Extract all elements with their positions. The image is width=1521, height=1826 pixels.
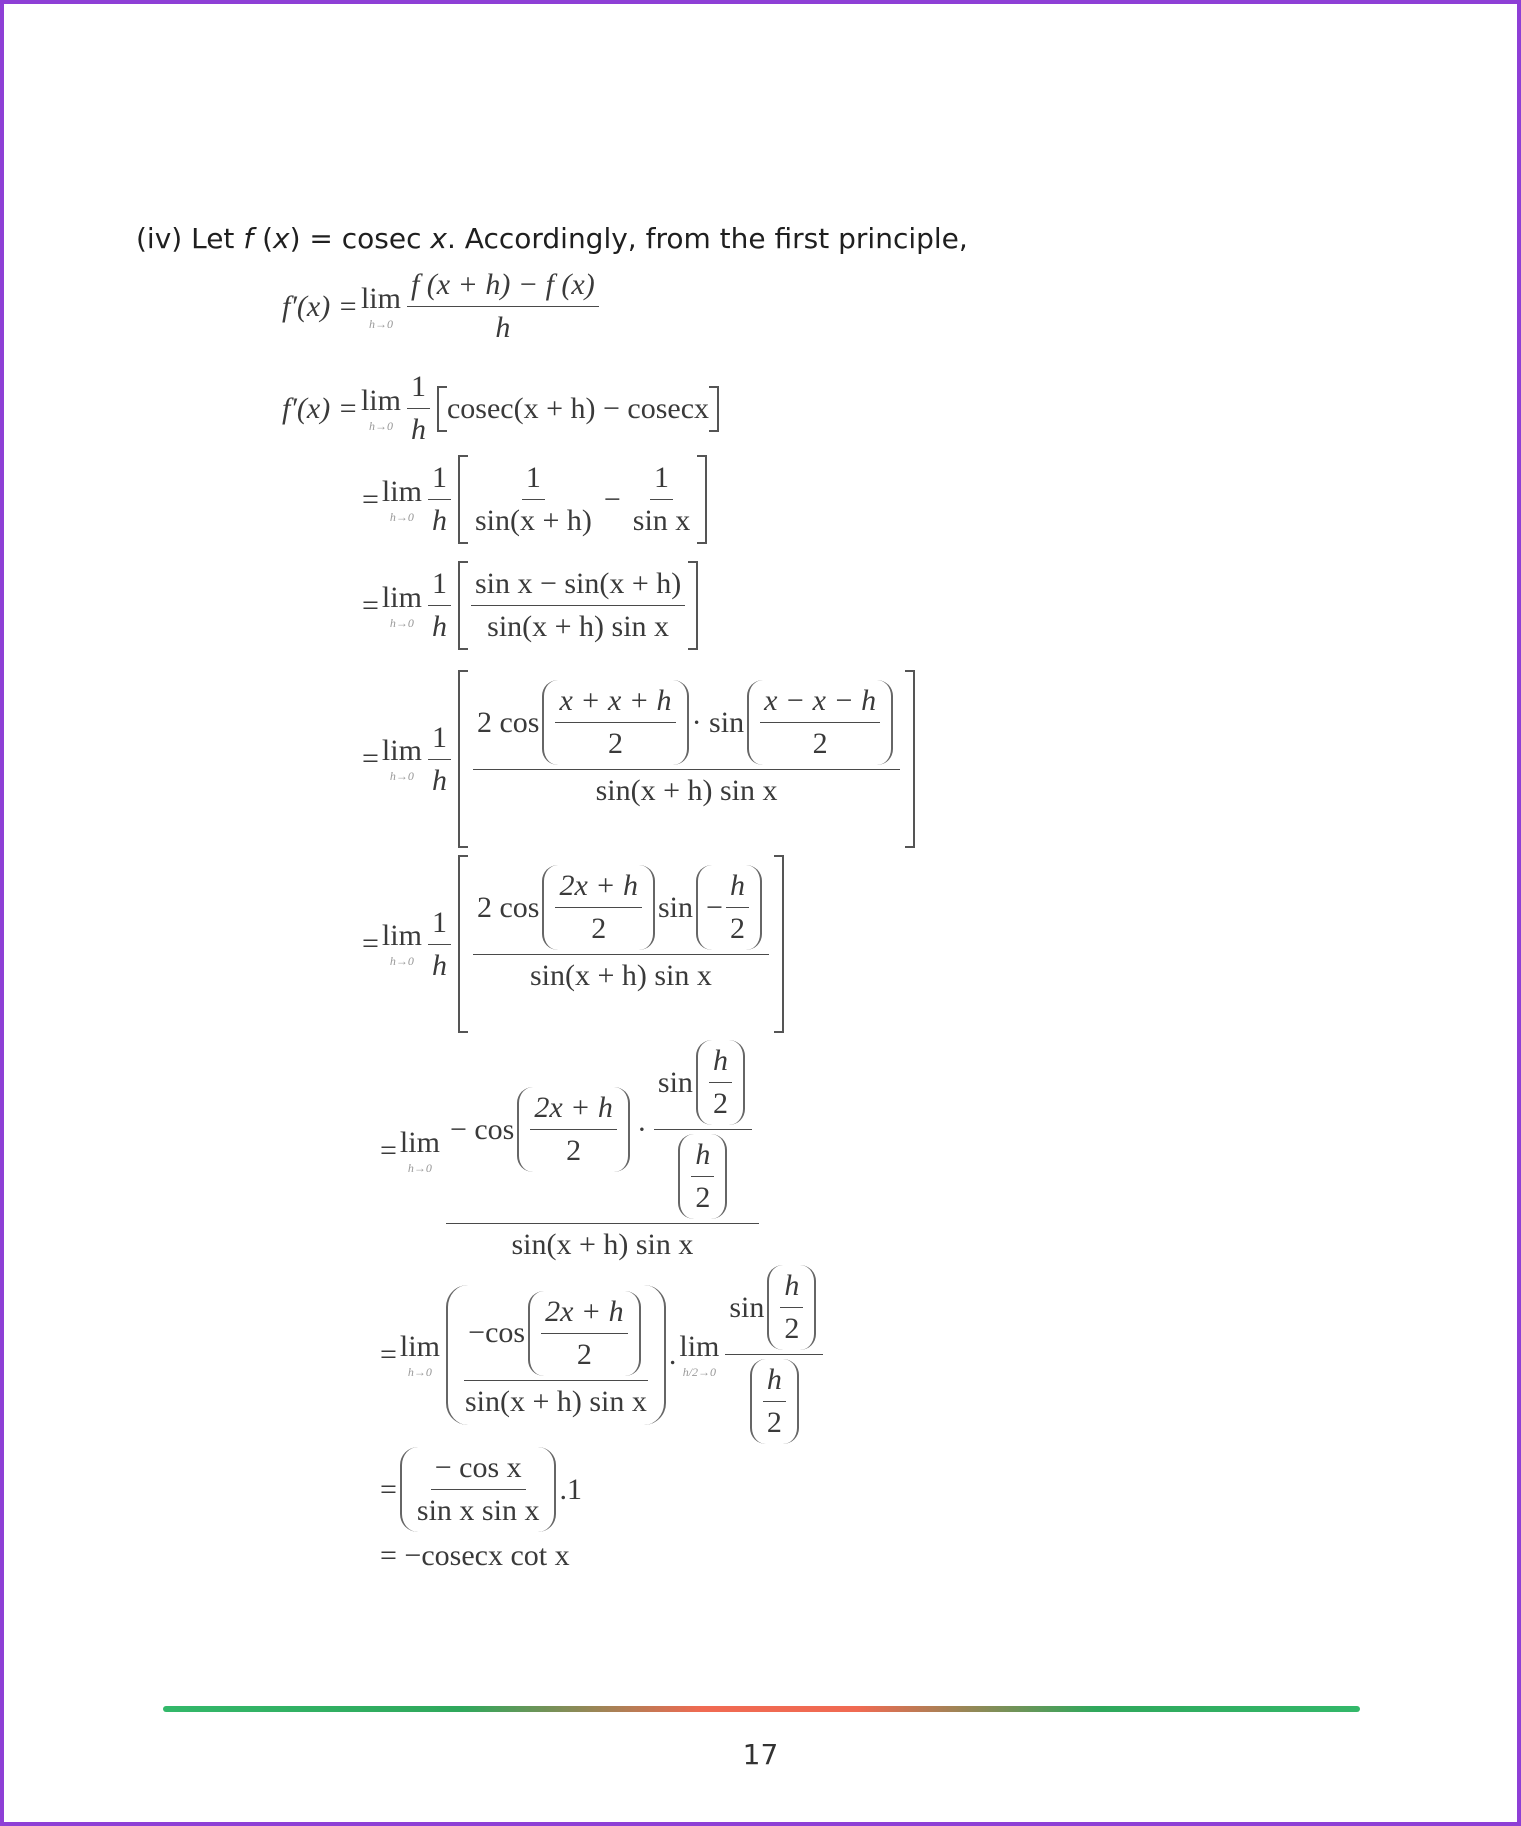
equation-step-9: = $\frac{\text{− cos x}}{\text{sin x sin x}}$ .1 xyxy=(380,1447,582,1532)
intro-text: (iv) Let f (x) = cosec x. Accordingly, from the first principle, xyxy=(136,222,968,255)
equation-step-2: f′(x) = lim h→0 $\frac{1}{h}$ cosec(x + h) − cosecx xyxy=(282,370,723,447)
equation-step-7: = lim h→0 − cos $\frac{2x + h}{2}$ · sin $\frac{h}{2}$ $\frac{h}{2}$ sin(x + h) sin x xyxy=(380,1040,762,1262)
equation-result: = −cosecx cot x xyxy=(380,1539,570,1572)
equation-definition: f′(x) = lim h→0 $\frac{f (x + h) - f (x)}{h}$ xyxy=(282,268,602,345)
equation-step-6: = lim h→0 $\frac{1}{h}$ 2 cos $\frac{2x + h}{2}$ sin − $\frac{h}{2}$ sin(x + h) sin x xyxy=(362,855,788,1033)
equation-step-3: = lim h→0 $\frac{1}{h}$ $\frac{1}{\sin(x + h)}$ − $\frac{1}{\text{sin x}}$ xyxy=(362,455,711,544)
footer-divider xyxy=(163,1706,1360,1712)
page-number: 17 xyxy=(742,1738,779,1771)
equation-step-5: = lim h→0 $\frac{1}{h}$ 2 cos $\frac{x + x + h}{2}$ · sin $\frac{x - x - h}{2}$ sin(x + h) sin x xyxy=(362,670,919,848)
equation-step-8: = lim h→0 −cos $\frac{2x + h}{2}$ sin(x + h) sin x . lim h/2→0 sin $\frac{h}{2}$ $\frac{h}{2}$ xyxy=(380,1265,826,1444)
equation-step-4: = lim h→0 $\frac{1}{h}$ $\frac{\text{sin x − sin(x + h)}}{\text{sin(x + h) sin x}}$ xyxy=(362,561,702,650)
